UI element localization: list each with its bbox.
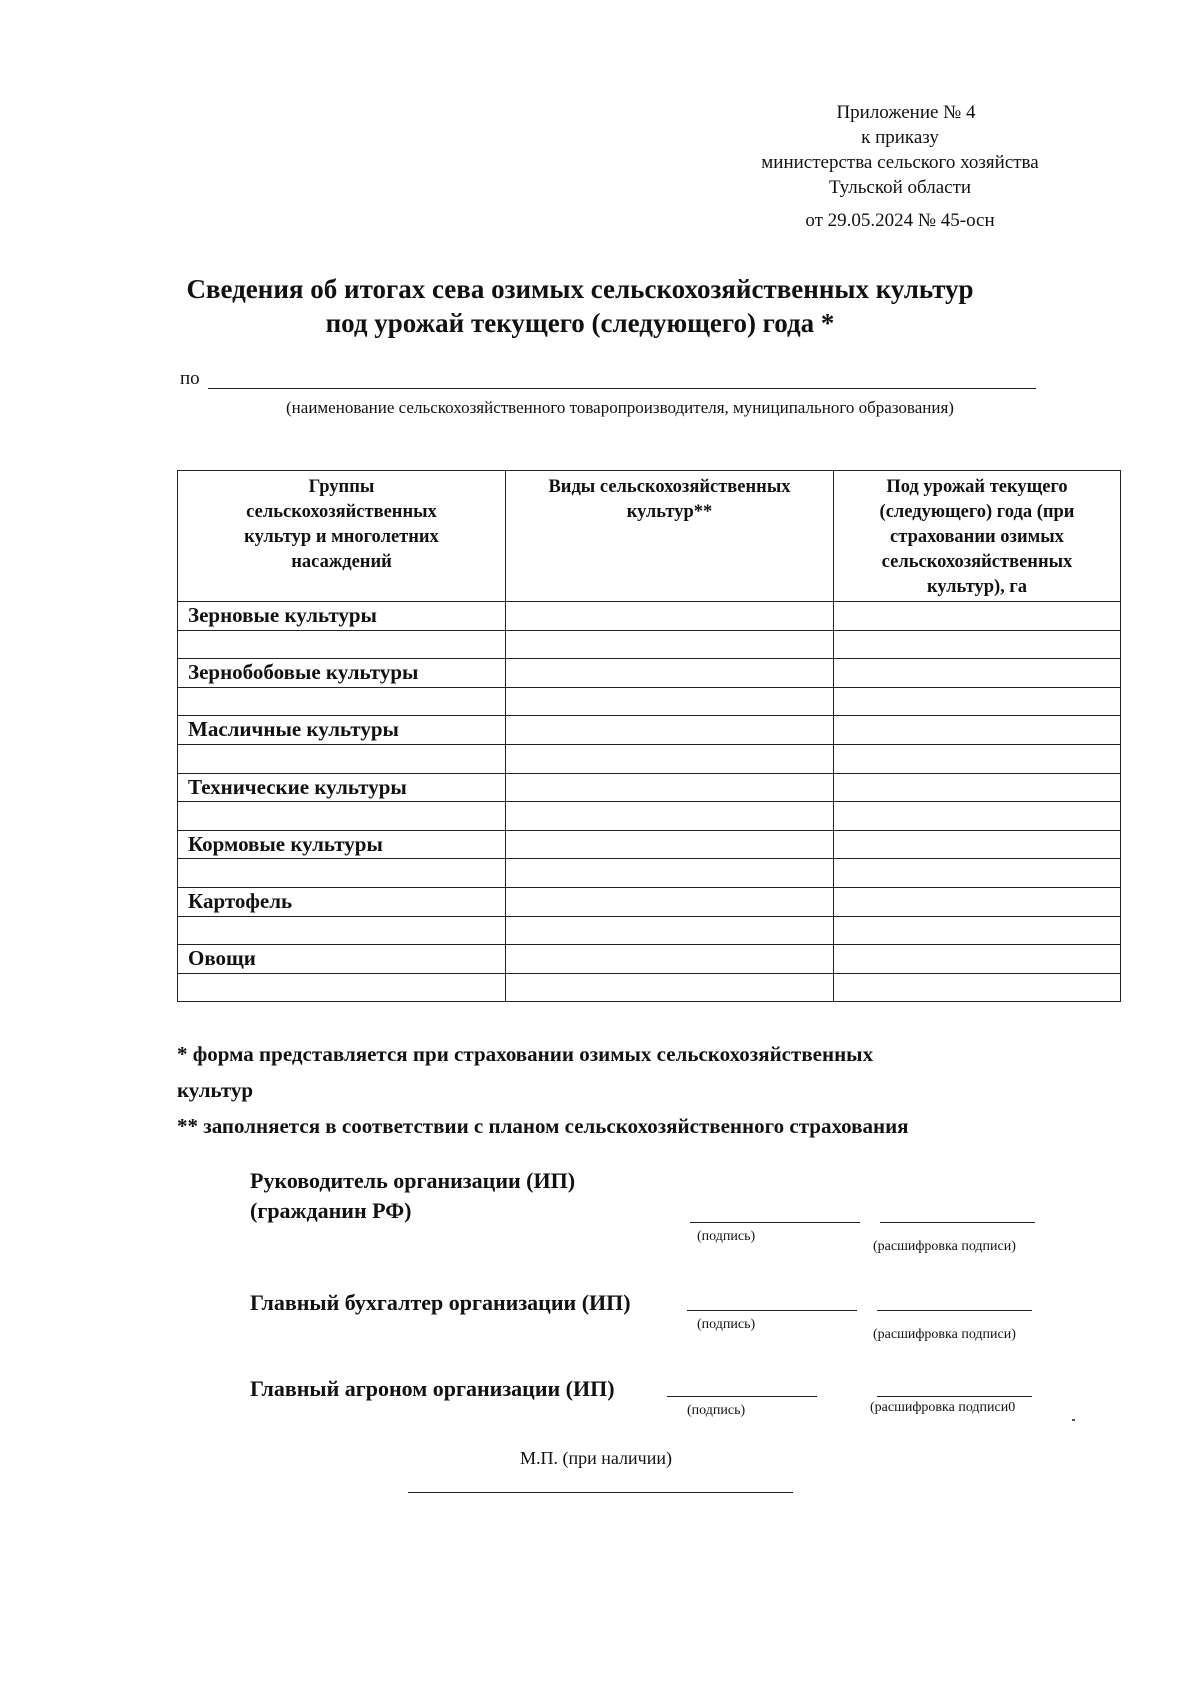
cell-crop-type[interactable] — [506, 687, 834, 716]
title-line-2: под урожай текущего (следующего) года * — [325, 308, 835, 338]
head-decode-line[interactable] — [880, 1222, 1035, 1223]
cell-area[interactable] — [834, 630, 1121, 659]
accountant-decode-caption: (расшифровка подписи) — [873, 1327, 1016, 1342]
table-row — [178, 630, 1121, 659]
head-decode-caption: (расшифровка подписи) — [873, 1239, 1016, 1254]
cell-crop-type[interactable] — [506, 830, 834, 859]
cell-crop-type[interactable] — [506, 973, 834, 1002]
table-row — [178, 802, 1121, 831]
appendix-order-ref: к приказу — [861, 127, 939, 148]
sowing-table — [177, 470, 1121, 1002]
cell-group[interactable] — [178, 916, 506, 945]
cell-area[interactable] — [834, 773, 1121, 802]
head-title-line-1: Руководитель организации (ИП) — [250, 1168, 576, 1193]
appendix-region: Тульской области — [828, 177, 972, 198]
group-technical: Технические культуры — [178, 773, 506, 802]
head-title-line-2: (гражданин РФ) — [250, 1198, 412, 1223]
cell-area[interactable] — [834, 887, 1121, 916]
table-row — [178, 973, 1121, 1002]
scan-speck — [1072, 1419, 1075, 1421]
footnote-1-continuation: культур — [177, 1078, 254, 1102]
agronomist-decode-caption: (расшифровка подписи0 — [870, 1400, 1016, 1415]
header-crop-types: Виды сельскохозяйственных культур** — [506, 471, 834, 602]
accountant-signature-line[interactable] — [687, 1310, 857, 1311]
table-row — [178, 744, 1121, 773]
group-oilseeds: Масличные культуры — [178, 716, 506, 745]
appendix-ministry: министерства сельского хозяйства — [761, 152, 1039, 173]
cell-crop-type[interactable] — [506, 802, 834, 831]
appendix-number: Приложение № 4 — [836, 102, 976, 123]
cell-group[interactable] — [178, 630, 506, 659]
cell-area[interactable] — [834, 973, 1121, 1002]
stamp-label: М.П. (при наличии) — [520, 1448, 672, 1468]
table-row — [178, 659, 1121, 688]
cell-area[interactable] — [834, 659, 1121, 688]
appendix-header — [720, 100, 1080, 233]
head-signature-caption: (подпись) — [697, 1229, 756, 1244]
cell-area[interactable] — [834, 602, 1121, 631]
table-row — [178, 716, 1121, 745]
cell-group[interactable] — [178, 687, 506, 716]
agronomist-title: Главный агроном организации (ИП) — [250, 1376, 615, 1401]
appendix-order-date: от 29.05.2024 № 45-осн — [805, 210, 995, 231]
cell-area[interactable] — [834, 687, 1121, 716]
cell-crop-type[interactable] — [506, 602, 834, 631]
table-row — [178, 945, 1121, 974]
group-vegetables: Овощи — [178, 945, 506, 974]
agronomist-decode-line[interactable] — [877, 1396, 1032, 1397]
group-fodder: Кормовые культуры — [178, 830, 506, 859]
table-row — [178, 773, 1121, 802]
recipient-input-line[interactable] — [208, 388, 1036, 389]
cell-crop-type[interactable] — [506, 659, 834, 688]
table-header-row — [178, 471, 1121, 602]
cell-crop-type[interactable] — [506, 744, 834, 773]
cell-group[interactable] — [178, 802, 506, 831]
cell-crop-type[interactable] — [506, 887, 834, 916]
cell-crop-type[interactable] — [506, 945, 834, 974]
cell-area[interactable] — [834, 830, 1121, 859]
cell-area[interactable] — [834, 744, 1121, 773]
footnotes — [177, 1036, 1077, 1144]
table-row — [178, 887, 1121, 916]
cell-group[interactable] — [178, 859, 506, 888]
table-row — [178, 859, 1121, 888]
recipient-caption: (наименование сельскохозяйственного товаропроизводителя, муниципального образования) — [286, 398, 954, 417]
head-title — [250, 1166, 575, 1226]
group-legumes: Зернобобовые культуры — [178, 659, 506, 688]
group-potato: Картофель — [178, 887, 506, 916]
table-row — [178, 830, 1121, 859]
table-row — [178, 687, 1121, 716]
cell-crop-type[interactable] — [506, 630, 834, 659]
footnote-1: * форма представляется при страховании озимых сельскохозяйственных — [177, 1042, 874, 1066]
stamp-line — [408, 1492, 793, 1493]
group-grain: Зерновые культуры — [178, 602, 506, 631]
head-signature-line[interactable] — [690, 1222, 860, 1223]
accountant-signature-caption: (подпись) — [697, 1317, 756, 1332]
recipient-prefix: по — [180, 368, 200, 389]
header-area-ha: Под урожай текущего (следующего) года (при страховании озимых сельскохозяйственных культур), га — [834, 471, 1121, 602]
cell-area[interactable] — [834, 716, 1121, 745]
cell-area[interactable] — [834, 802, 1121, 831]
cell-crop-type[interactable] — [506, 859, 834, 888]
footnote-2: ** заполняется в соответствии с планом сельскохозяйственного страхования — [177, 1114, 909, 1138]
header-crop-groups: Группы сельскохозяйственных культур и многолетних насаждений — [178, 471, 506, 602]
title-line-1: Сведения об итогах сева озимых сельскохозяйственных культур — [186, 274, 974, 304]
cell-crop-type[interactable] — [506, 716, 834, 745]
table-row — [178, 916, 1121, 945]
table-row — [178, 602, 1121, 631]
cell-area[interactable] — [834, 916, 1121, 945]
cell-area[interactable] — [834, 859, 1121, 888]
cell-area[interactable] — [834, 945, 1121, 974]
cell-crop-type[interactable] — [506, 773, 834, 802]
accountant-decode-line[interactable] — [877, 1310, 1032, 1311]
cell-crop-type[interactable] — [506, 916, 834, 945]
agronomist-signature-line[interactable] — [667, 1396, 817, 1397]
accountant-title: Главный бухгалтер организации (ИП) — [250, 1290, 631, 1315]
agronomist-signature-caption: (подпись) — [687, 1403, 746, 1418]
document-title — [150, 272, 1010, 340]
cell-group[interactable] — [178, 973, 506, 1002]
cell-group[interactable] — [178, 744, 506, 773]
